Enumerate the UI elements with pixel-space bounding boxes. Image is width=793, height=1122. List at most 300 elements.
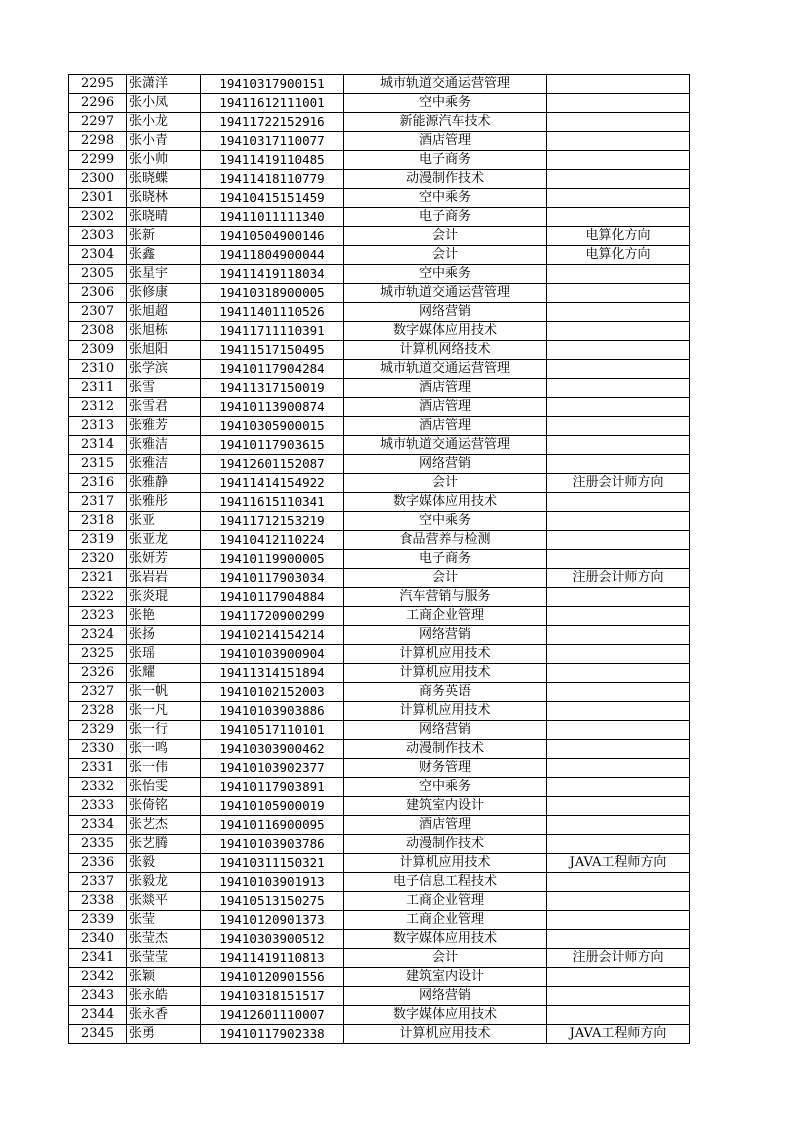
major-cell: 电子商务 — [344, 151, 547, 170]
student-id-cell: 19410120901373 — [201, 911, 344, 930]
direction-cell — [547, 322, 690, 341]
major-cell: 会计 — [344, 474, 547, 493]
row-number-cell: 2304 — [69, 246, 127, 265]
student-name-cell: 张妍芳 — [127, 550, 201, 569]
major-cell: 动漫制作技术 — [344, 740, 547, 759]
table-row — [69, 626, 690, 645]
table-row — [69, 303, 690, 322]
student-id-cell: 19411419110485 — [201, 151, 344, 170]
direction-cell — [547, 778, 690, 797]
student-id-cell: 19410311150321 — [201, 854, 344, 873]
student-id-cell: 19412601110007 — [201, 1006, 344, 1025]
row-number-cell: 2337 — [69, 873, 127, 892]
major-cell: 商务英语 — [344, 683, 547, 702]
student-name-cell: 张一行 — [127, 721, 201, 740]
student-name-cell: 张炎琨 — [127, 588, 201, 607]
direction-cell — [547, 759, 690, 778]
table-row — [69, 455, 690, 474]
student-name-cell: 张莹莹 — [127, 949, 201, 968]
direction-cell — [547, 702, 690, 721]
student-name-cell: 张鑫 — [127, 246, 201, 265]
student-name-cell: 张亚龙 — [127, 531, 201, 550]
student-name-cell: 张雪君 — [127, 398, 201, 417]
row-number-cell: 2326 — [69, 664, 127, 683]
direction-cell — [547, 892, 690, 911]
direction-cell: 注册会计师方向 — [547, 569, 690, 588]
direction-cell — [547, 740, 690, 759]
major-cell: 数字媒体应用技术 — [344, 493, 547, 512]
student-name-cell: 张亚 — [127, 512, 201, 531]
student-id-cell: 19410318151517 — [201, 987, 344, 1006]
major-cell: 数字媒体应用技术 — [344, 930, 547, 949]
direction-cell: 电算化方向 — [547, 227, 690, 246]
student-id-cell: 19411804900044 — [201, 246, 344, 265]
table-row — [69, 360, 690, 379]
direction-cell — [547, 721, 690, 740]
table-row — [69, 968, 690, 987]
table-row — [69, 740, 690, 759]
student-id-cell: 19410517110101 — [201, 721, 344, 740]
direction-cell — [547, 75, 690, 94]
row-number-cell: 2330 — [69, 740, 127, 759]
student-name-cell: 张耀 — [127, 664, 201, 683]
table-body — [69, 75, 690, 1044]
table-row — [69, 512, 690, 531]
direction-cell — [547, 512, 690, 531]
row-number-cell: 2318 — [69, 512, 127, 531]
student-name-cell: 张艺杰 — [127, 816, 201, 835]
major-cell: 数字媒体应用技术 — [344, 1006, 547, 1025]
major-cell: 空中乘务 — [344, 512, 547, 531]
student-name-cell: 张莹 — [127, 911, 201, 930]
student-id-cell: 19410103900904 — [201, 645, 344, 664]
table-row — [69, 607, 690, 626]
table-row — [69, 284, 690, 303]
student-id-cell: 19410117903615 — [201, 436, 344, 455]
row-number-cell: 2317 — [69, 493, 127, 512]
row-number-cell: 2324 — [69, 626, 127, 645]
table-row — [69, 778, 690, 797]
major-cell: 酒店管理 — [344, 417, 547, 436]
major-cell: 工商企业管理 — [344, 911, 547, 930]
student-id-cell: 19410317110077 — [201, 132, 344, 151]
direction-cell — [547, 360, 690, 379]
student-name-cell: 张雅彤 — [127, 493, 201, 512]
student-id-cell: 19411711110391 — [201, 322, 344, 341]
row-number-cell: 2332 — [69, 778, 127, 797]
row-number-cell: 2321 — [69, 569, 127, 588]
direction-cell — [547, 436, 690, 455]
direction-cell — [547, 208, 690, 227]
student-id-cell: 19410117904884 — [201, 588, 344, 607]
table-row — [69, 835, 690, 854]
major-cell: 新能源汽车技术 — [344, 113, 547, 132]
direction-cell — [547, 683, 690, 702]
major-cell: 计算机应用技术 — [344, 854, 547, 873]
direction-cell — [547, 911, 690, 930]
direction-cell: JAVA工程师方向 — [547, 854, 690, 873]
row-number-cell: 2327 — [69, 683, 127, 702]
student-name-cell: 张星宇 — [127, 265, 201, 284]
table-row — [69, 702, 690, 721]
major-cell: 建筑室内设计 — [344, 968, 547, 987]
major-cell: 工商企业管理 — [344, 607, 547, 626]
student-id-cell: 19412601152087 — [201, 455, 344, 474]
student-name-cell: 张永皓 — [127, 987, 201, 1006]
major-cell: 计算机应用技术 — [344, 664, 547, 683]
row-number-cell: 2314 — [69, 436, 127, 455]
student-id-cell: 19411612111001 — [201, 94, 344, 113]
student-id-cell: 19410119900005 — [201, 550, 344, 569]
student-name-cell: 张旭超 — [127, 303, 201, 322]
direction-cell: JAVA工程师方向 — [547, 1025, 690, 1044]
row-number-cell: 2342 — [69, 968, 127, 987]
direction-cell — [547, 94, 690, 113]
direction-cell — [547, 455, 690, 474]
major-cell: 城市轨道交通运营管理 — [344, 284, 547, 303]
row-number-cell: 2309 — [69, 341, 127, 360]
row-number-cell: 2331 — [69, 759, 127, 778]
row-number-cell: 2303 — [69, 227, 127, 246]
student-id-cell: 19411314151894 — [201, 664, 344, 683]
table-row — [69, 569, 690, 588]
table-row — [69, 892, 690, 911]
table-row — [69, 208, 690, 227]
table-row — [69, 398, 690, 417]
direction-cell — [547, 417, 690, 436]
major-cell: 网络营销 — [344, 987, 547, 1006]
direction-cell — [547, 930, 690, 949]
row-number-cell: 2323 — [69, 607, 127, 626]
table-row — [69, 436, 690, 455]
major-cell: 汽车营销与服务 — [344, 588, 547, 607]
student-id-cell: 19410504900146 — [201, 227, 344, 246]
student-id-cell: 19410117903891 — [201, 778, 344, 797]
direction-cell — [547, 968, 690, 987]
major-cell: 空中乘务 — [344, 189, 547, 208]
student-name-cell: 张雅芳 — [127, 417, 201, 436]
row-number-cell: 2338 — [69, 892, 127, 911]
direction-cell — [547, 797, 690, 816]
direction-cell — [547, 303, 690, 322]
major-cell: 动漫制作技术 — [344, 835, 547, 854]
major-cell: 会计 — [344, 227, 547, 246]
table-row — [69, 816, 690, 835]
row-number-cell: 2305 — [69, 265, 127, 284]
student-name-cell: 张雅洁 — [127, 436, 201, 455]
direction-cell — [547, 550, 690, 569]
student-name-cell: 张勇 — [127, 1025, 201, 1044]
table-row — [69, 1006, 690, 1025]
student-table — [68, 74, 690, 1044]
student-id-cell: 19410103901913 — [201, 873, 344, 892]
row-number-cell: 2334 — [69, 816, 127, 835]
student-name-cell: 张怡雯 — [127, 778, 201, 797]
major-cell: 动漫制作技术 — [344, 170, 547, 189]
table-row — [69, 911, 690, 930]
table-row — [69, 322, 690, 341]
student-id-cell: 19411722152916 — [201, 113, 344, 132]
major-cell: 空中乘务 — [344, 94, 547, 113]
row-number-cell: 2345 — [69, 1025, 127, 1044]
major-cell: 酒店管理 — [344, 398, 547, 417]
row-number-cell: 2339 — [69, 911, 127, 930]
table-row — [69, 645, 690, 664]
major-cell: 网络营销 — [344, 721, 547, 740]
row-number-cell: 2311 — [69, 379, 127, 398]
major-cell: 网络营销 — [344, 626, 547, 645]
student-id-cell: 19411414154922 — [201, 474, 344, 493]
student-name-cell: 张毅 — [127, 854, 201, 873]
direction-cell — [547, 341, 690, 360]
student-id-cell: 19411517150495 — [201, 341, 344, 360]
direction-cell — [547, 170, 690, 189]
student-id-cell: 19411401110526 — [201, 303, 344, 322]
direction-cell — [547, 626, 690, 645]
student-id-cell: 19411011111340 — [201, 208, 344, 227]
row-number-cell: 2298 — [69, 132, 127, 151]
student-name-cell: 张旭阳 — [127, 341, 201, 360]
row-number-cell: 2320 — [69, 550, 127, 569]
student-id-cell: 19410116900095 — [201, 816, 344, 835]
direction-cell: 注册会计师方向 — [547, 949, 690, 968]
major-cell: 酒店管理 — [344, 816, 547, 835]
major-cell: 电子商务 — [344, 208, 547, 227]
table-row — [69, 664, 690, 683]
direction-cell: 注册会计师方向 — [547, 474, 690, 493]
table-row — [69, 113, 690, 132]
student-name-cell: 张一伟 — [127, 759, 201, 778]
direction-cell — [547, 987, 690, 1006]
table-row — [69, 930, 690, 949]
row-number-cell: 2310 — [69, 360, 127, 379]
student-name-cell: 张一凡 — [127, 702, 201, 721]
student-name-cell: 张燚平 — [127, 892, 201, 911]
student-name-cell: 张永香 — [127, 1006, 201, 1025]
student-id-cell: 19411317150019 — [201, 379, 344, 398]
student-id-cell: 19411720900299 — [201, 607, 344, 626]
row-number-cell: 2325 — [69, 645, 127, 664]
table-row — [69, 151, 690, 170]
major-cell: 空中乘务 — [344, 265, 547, 284]
major-cell: 城市轨道交通运营管理 — [344, 360, 547, 379]
row-number-cell: 2301 — [69, 189, 127, 208]
major-cell: 会计 — [344, 569, 547, 588]
direction-cell — [547, 284, 690, 303]
major-cell: 酒店管理 — [344, 379, 547, 398]
row-number-cell: 2343 — [69, 987, 127, 1006]
direction-cell — [547, 835, 690, 854]
student-id-cell: 19411615110341 — [201, 493, 344, 512]
table-row — [69, 683, 690, 702]
major-cell: 会计 — [344, 246, 547, 265]
student-id-cell: 19410120901556 — [201, 968, 344, 987]
row-number-cell: 2299 — [69, 151, 127, 170]
table-row — [69, 379, 690, 398]
table-row — [69, 94, 690, 113]
table-row — [69, 189, 690, 208]
major-cell: 酒店管理 — [344, 132, 547, 151]
major-cell: 网络营销 — [344, 303, 547, 322]
student-id-cell: 19410303900512 — [201, 930, 344, 949]
major-cell: 数字媒体应用技术 — [344, 322, 547, 341]
student-id-cell: 19410513150275 — [201, 892, 344, 911]
row-number-cell: 2306 — [69, 284, 127, 303]
row-number-cell: 2329 — [69, 721, 127, 740]
student-name-cell: 张晓林 — [127, 189, 201, 208]
table-row — [69, 417, 690, 436]
student-name-cell: 张一帆 — [127, 683, 201, 702]
direction-cell — [547, 493, 690, 512]
direction-cell — [547, 531, 690, 550]
direction-cell — [547, 189, 690, 208]
direction-cell — [547, 151, 690, 170]
major-cell: 建筑室内设计 — [344, 797, 547, 816]
student-id-cell: 19411418110779 — [201, 170, 344, 189]
row-number-cell: 2302 — [69, 208, 127, 227]
student-name-cell: 张雅洁 — [127, 455, 201, 474]
student-name-cell: 张旭栋 — [127, 322, 201, 341]
table-row — [69, 987, 690, 1006]
student-id-cell: 19410105900019 — [201, 797, 344, 816]
student-id-cell: 19410303900462 — [201, 740, 344, 759]
student-name-cell: 张艺腾 — [127, 835, 201, 854]
student-id-cell: 19411419110813 — [201, 949, 344, 968]
student-name-cell: 张晓晴 — [127, 208, 201, 227]
student-name-cell: 张一鸣 — [127, 740, 201, 759]
student-id-cell: 19410412110224 — [201, 531, 344, 550]
table-row — [69, 246, 690, 265]
student-name-cell: 张小青 — [127, 132, 201, 151]
table-row — [69, 721, 690, 740]
row-number-cell: 2297 — [69, 113, 127, 132]
table-row — [69, 75, 690, 94]
student-id-cell: 19410117902338 — [201, 1025, 344, 1044]
direction-cell — [547, 132, 690, 151]
student-id-cell: 19410103902377 — [201, 759, 344, 778]
row-number-cell: 2340 — [69, 930, 127, 949]
direction-cell — [547, 398, 690, 417]
student-id-cell: 19410102152003 — [201, 683, 344, 702]
row-number-cell: 2315 — [69, 455, 127, 474]
major-cell: 食品营养与检测 — [344, 531, 547, 550]
major-cell: 空中乘务 — [344, 778, 547, 797]
major-cell: 计算机应用技术 — [344, 1025, 547, 1044]
student-name-cell: 张雅静 — [127, 474, 201, 493]
direction-cell — [547, 113, 690, 132]
major-cell: 计算机网络技术 — [344, 341, 547, 360]
major-cell: 网络营销 — [344, 455, 547, 474]
student-name-cell: 张潇洋 — [127, 75, 201, 94]
major-cell: 财务管理 — [344, 759, 547, 778]
direction-cell: 电算化方向 — [547, 246, 690, 265]
major-cell: 城市轨道交通运营管理 — [344, 436, 547, 455]
student-id-cell: 19410113900874 — [201, 398, 344, 417]
row-number-cell: 2296 — [69, 94, 127, 113]
direction-cell — [547, 664, 690, 683]
student-name-cell: 张小龙 — [127, 113, 201, 132]
row-number-cell: 2316 — [69, 474, 127, 493]
student-id-cell: 19410103903886 — [201, 702, 344, 721]
table-row — [69, 493, 690, 512]
student-name-cell: 张新 — [127, 227, 201, 246]
major-cell: 计算机应用技术 — [344, 702, 547, 721]
row-number-cell: 2313 — [69, 417, 127, 436]
student-name-cell: 张毅龙 — [127, 873, 201, 892]
student-name-cell: 张学滨 — [127, 360, 201, 379]
row-number-cell: 2308 — [69, 322, 127, 341]
table-row — [69, 873, 690, 892]
major-cell: 会计 — [344, 949, 547, 968]
major-cell: 城市轨道交通运营管理 — [344, 75, 547, 94]
student-id-cell: 19410317900151 — [201, 75, 344, 94]
table-row — [69, 265, 690, 284]
table-row — [69, 227, 690, 246]
table-row — [69, 797, 690, 816]
direction-cell — [547, 816, 690, 835]
major-cell: 电子商务 — [344, 550, 547, 569]
direction-cell — [547, 588, 690, 607]
student-name-cell: 张艳 — [127, 607, 201, 626]
major-cell: 工商企业管理 — [344, 892, 547, 911]
row-number-cell: 2341 — [69, 949, 127, 968]
student-name-cell: 张小帅 — [127, 151, 201, 170]
row-number-cell: 2336 — [69, 854, 127, 873]
student-id-cell: 19410415151459 — [201, 189, 344, 208]
student-id-cell: 19410305900015 — [201, 417, 344, 436]
major-cell: 计算机应用技术 — [344, 645, 547, 664]
row-number-cell: 2328 — [69, 702, 127, 721]
table-row — [69, 132, 690, 151]
table-row — [69, 854, 690, 873]
direction-cell — [547, 1006, 690, 1025]
row-number-cell: 2319 — [69, 531, 127, 550]
major-cell: 电子信息工程技术 — [344, 873, 547, 892]
row-number-cell: 2295 — [69, 75, 127, 94]
direction-cell — [547, 607, 690, 626]
student-name-cell: 张倚铭 — [127, 797, 201, 816]
student-name-cell: 张晓蝶 — [127, 170, 201, 189]
direction-cell — [547, 379, 690, 398]
row-number-cell: 2344 — [69, 1006, 127, 1025]
row-number-cell: 2322 — [69, 588, 127, 607]
student-name-cell: 张雪 — [127, 379, 201, 398]
table-row — [69, 474, 690, 493]
student-id-cell: 19410318900005 — [201, 284, 344, 303]
row-number-cell: 2312 — [69, 398, 127, 417]
student-id-cell: 19410117903034 — [201, 569, 344, 588]
direction-cell — [547, 873, 690, 892]
row-number-cell: 2300 — [69, 170, 127, 189]
direction-cell — [547, 265, 690, 284]
table-row — [69, 759, 690, 778]
student-name-cell: 张岩岩 — [127, 569, 201, 588]
student-name-cell: 张莹杰 — [127, 930, 201, 949]
student-name-cell: 张扬 — [127, 626, 201, 645]
student-id-cell: 19410103903786 — [201, 835, 344, 854]
row-number-cell: 2307 — [69, 303, 127, 322]
table-row — [69, 341, 690, 360]
student-id-cell: 19410117904284 — [201, 360, 344, 379]
table-row — [69, 550, 690, 569]
row-number-cell: 2335 — [69, 835, 127, 854]
table-row — [69, 170, 690, 189]
student-id-cell: 19410214154214 — [201, 626, 344, 645]
student-id-cell: 19411419118034 — [201, 265, 344, 284]
row-number-cell: 2333 — [69, 797, 127, 816]
direction-cell — [547, 645, 690, 664]
table-row — [69, 949, 690, 968]
